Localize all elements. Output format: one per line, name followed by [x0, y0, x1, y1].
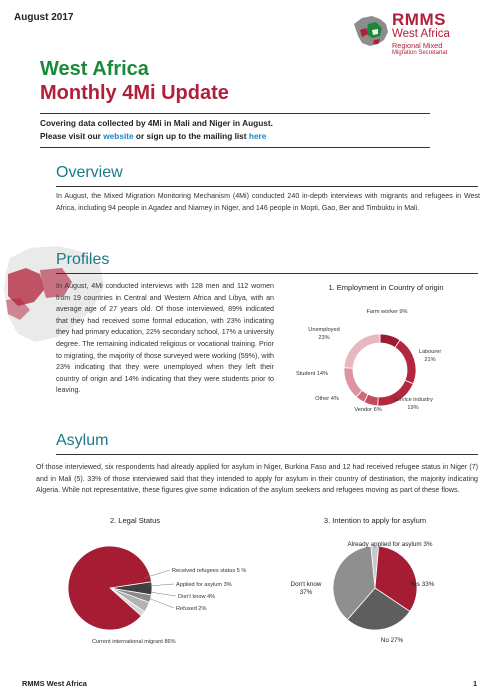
rmms-logo	[350, 10, 490, 62]
label-already-applied-for-asylum: Already applied for asylum 3%	[347, 541, 433, 548]
logo-map-icon	[350, 10, 394, 54]
mailing-list-link[interactable]: here	[248, 131, 267, 141]
profiles-text: In August, 4Mi conducted interviews with 128 men and 112 women from 19 countries in Central and Western Africa and Libya, with an average age of 27 years old. Of those interviewed, 89% indicated that they had received some formal education, with 23% indicating they had primary education, 22% secondary school, 17% a university degree. The remaining indicated religious or vocational training. Prior to migrating, the majority of those surveyed were working (59%), with 23% indicating that they were unemployed when they left their country of origin and 14% indicating that they were students prior to leaving.	[56, 282, 274, 395]
label-service-industry-pct: 19%	[407, 405, 419, 411]
report-date: August 2017	[14, 12, 74, 23]
leader-line	[150, 592, 176, 596]
label-unemployed-pct: 23%	[318, 335, 330, 341]
divider-top	[40, 113, 430, 114]
logo-name: RMMS	[392, 10, 446, 29]
label-other: Other 4%	[315, 396, 339, 402]
employment-donut-chart	[290, 295, 480, 445]
label-unemployed: Unemployed	[308, 327, 340, 333]
website-link[interactable]: website	[103, 131, 134, 141]
asylum-rule	[56, 454, 478, 455]
legal-status-pie-chart	[40, 528, 270, 653]
footer-org: RMMS West Africa	[22, 679, 87, 688]
intro-line2-mid: or sign up to the mailing list	[133, 131, 249, 141]
label-current-international-migrant: Current international migrant 86%	[92, 639, 176, 645]
label-labourer-pct: 21%	[424, 357, 436, 363]
logo-line3: Migration Secretariat	[392, 50, 448, 56]
intro-line1: Covering data collected by 4Mi in Mali and Niger in August.	[40, 118, 273, 128]
label-vendor: Vendor 6%	[354, 407, 382, 413]
overview-heading: Overview	[56, 164, 123, 181]
label-student: Student 14%	[295, 371, 329, 377]
asylum-heading: Asylum	[56, 432, 109, 449]
slice-student	[344, 368, 362, 397]
profiles-heading: Profiles	[56, 251, 110, 268]
leader-line	[148, 598, 174, 608]
intro-line2	[40, 130, 440, 143]
title-region: West Africa	[40, 58, 149, 80]
asylum-intention-pie-chart	[280, 528, 490, 653]
slice-labourer	[395, 340, 416, 384]
label-don-t-know-pct: 37%	[299, 589, 313, 596]
slice-unemployed	[344, 334, 380, 368]
logo-line2: Regional Mixed	[392, 41, 443, 50]
asylum-text: Of those interviewed, six respondents had already applied for asylum in Niger, Burkina Faso and 12 had received refugee status in Niger (7) and in Mali (5). 33% of those interviewed said that they intended to apply for asylum in their country of destination, the majority indicating Algeria. While not representative, these figures give some indication of the asylum seekers and refugees moving as part of these flows.	[36, 463, 478, 495]
label-don-t-know: Don't know 4%	[178, 594, 216, 600]
chart1-title: 1. Employment in Country of origin	[328, 283, 444, 292]
label-service-industry: Service industry	[393, 397, 433, 403]
overview-rule	[56, 186, 478, 187]
label-labourer: Labourer	[418, 349, 442, 355]
logo-region: West Africa	[392, 28, 450, 40]
page-number: 1	[473, 679, 478, 688]
profiles-rule	[56, 273, 478, 274]
label-refused: Refused 2%	[176, 606, 207, 612]
label-received-refugee-status: Received refugees status 5 %	[172, 568, 247, 574]
label-no: No 27%	[380, 637, 404, 644]
divider-bottom	[40, 147, 430, 148]
intro-line2-pre: Please visit our	[40, 131, 104, 141]
title-report: Monthly 4Mi Update	[40, 82, 229, 104]
label-applied-for-asylum: Applied for asylum 3%	[176, 582, 232, 588]
chart3-title: 3. Intention to apply for asylum	[323, 516, 427, 525]
label-yes: Yes 33%	[409, 581, 435, 588]
overview-text: In August, the Mixed Migration Monitoring Mechanism (4Mi) conducted 240 in-depth interviews with migrants and refugees in West Africa, including 94 people in Agadez and Niamey in Niger, and 146 people in Mopti, Gao, Ber and Timbuktu in Mali.	[56, 192, 480, 212]
intro-text	[40, 117, 440, 143]
chart2-title: 2. Legal Status	[109, 516, 161, 525]
label-farm-worker: Farm worker 9%	[366, 309, 408, 315]
label-don-t-know: Don't know	[290, 581, 322, 588]
